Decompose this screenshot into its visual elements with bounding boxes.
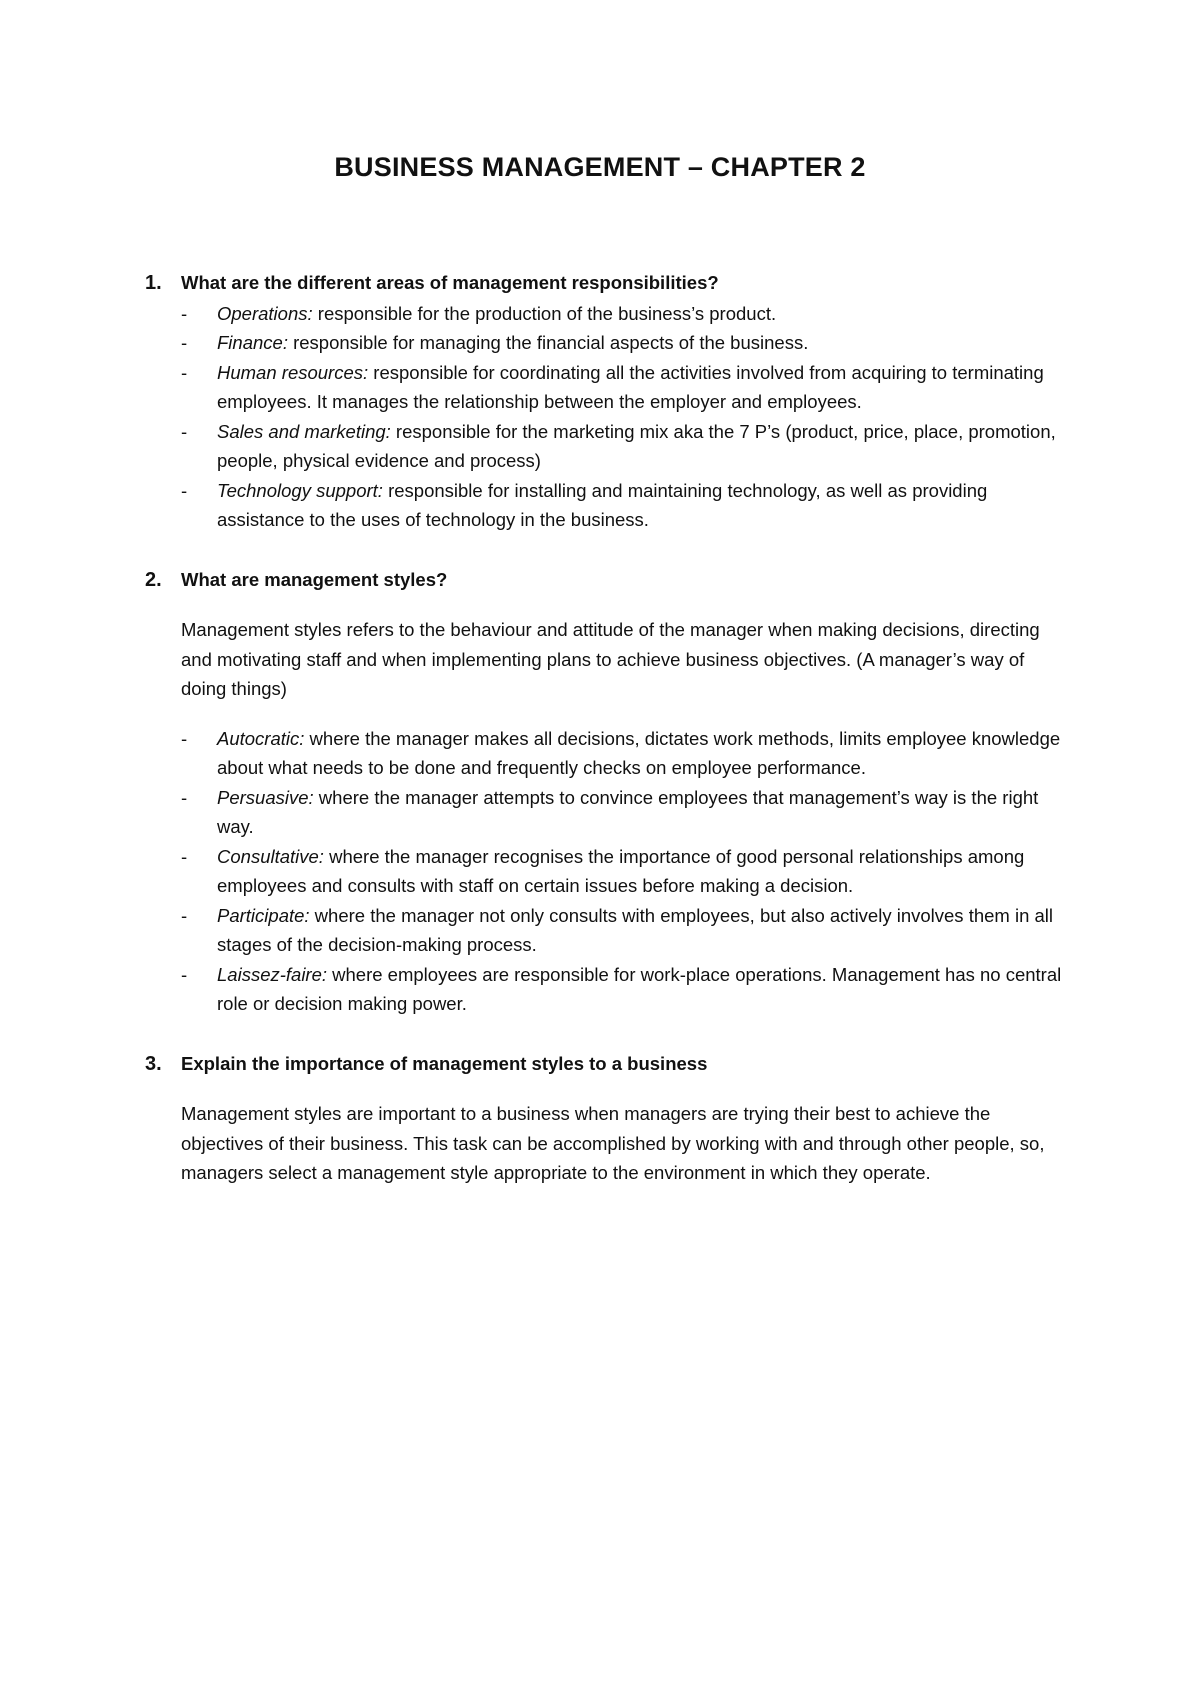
- list-item: - Finance: responsible for managing the financial aspects of the business.: [181, 332, 809, 353]
- list-item: - Laissez-faire: where employees are responsible for work-place operations. Management has no central role or decision making power.: [181, 963, 1062, 1014]
- management-styles-list: [145, 724, 1065, 1019]
- document-body: [145, 268, 1065, 1188]
- item-text: responsible for coordinating all the activities involved from acquiring to terminating employees. It manages the relationship between the employer and employees.: [217, 361, 1044, 412]
- item-text: responsible for the marketing mix aka the 7 P’s (product, price, place, promotion, people, physical evidence and process): [217, 420, 1056, 471]
- list-item: - Human resources: responsible for coordinating all the activities involved from acquiring to terminating employees. It manages the relationship between the employer and employees.: [181, 361, 1044, 412]
- list-item: - Persuasive: where the manager attempts to convince employees that management’s way is the right way.: [181, 786, 1039, 837]
- item-text: where employees are responsible for work-place operations. Management has no central role or decision making power.: [217, 963, 1062, 1014]
- item-text: responsible for installing and maintaining technology, as well as providing assistance to the uses of technology in the business.: [217, 479, 988, 530]
- question-number: 2.: [145, 568, 162, 591]
- question-number: 1.: [145, 272, 162, 294]
- item-term: Sales and marketing:: [217, 420, 391, 442]
- question-3: [145, 1049, 1065, 1080]
- item-term: Finance:: [217, 332, 288, 353]
- list-item: - Sales and marketing: responsible for the marketing mix aka the 7 P’s (product, price, place, promotion, people, physical evidence and process): [181, 420, 1056, 471]
- item-term: Consultative:: [217, 845, 324, 867]
- question-2: [145, 565, 1065, 596]
- answer-paragraph: Management styles refers to the behaviour and attitude of the manager when making decisions, directing and motivating staff and when implementing plans to achieve business objectives. (A manager’s way of doing things): [181, 619, 1040, 699]
- item-term: Human resources:: [217, 361, 369, 383]
- item-text: where the manager recognises the importance of good personal relationships among employees and consults with staff on certain issues before making a decision.: [217, 845, 1025, 896]
- item-term: Participate:: [217, 904, 310, 926]
- list-item: - Autocratic: where the manager makes all decisions, dictates work methods, limits employee knowledge about what needs to be done and frequently checks on employee performance.: [181, 727, 1061, 778]
- item-text: responsible for the production of the business’s product.: [312, 302, 777, 324]
- list-item: - Technology support: responsible for installing and maintaining technology, as well as providing assistance to the uses of technology in the business.: [181, 479, 988, 530]
- question-text: What are management styles?: [181, 568, 448, 590]
- item-text: responsible for managing the financial aspects of the business.: [287, 332, 809, 353]
- item-text: where the manager attempts to convince employees that management’s way is the right way.: [217, 786, 1039, 837]
- question-text: What are the different areas of management responsibilities?: [181, 272, 719, 293]
- question-1: [145, 268, 1065, 299]
- item-term: Technology support:: [217, 479, 383, 501]
- responsibilities-list: [145, 299, 1065, 535]
- item-term: Laissez-faire:: [217, 963, 328, 985]
- item-text: where the manager makes all decisions, dictates work methods, limits employee knowledge about what needs to be done and frequently checks on employee performance.: [217, 727, 1061, 778]
- item-text: where the manager not only consults with employees, but also actively involves them in all stages of the decision-making process.: [217, 904, 1054, 955]
- list-item: - Operations: responsible for the production of the business’s product.: [181, 302, 777, 324]
- item-term: Persuasive:: [217, 786, 314, 808]
- answer-paragraph: Management styles are important to a business when managers are trying their best to achieve the objectives of their business. This task can be accomplished by working with and through other people, so, managers select a management style appropriate to the environment in which they operate.: [181, 1103, 1045, 1183]
- question-number: 3.: [145, 1052, 162, 1075]
- list-item: - Participate: where the manager not only consults with employees, but also actively involves them in all stages of the decision-making process.: [181, 904, 1054, 955]
- item-term: Autocratic:: [217, 727, 305, 749]
- list-item: - Consultative: where the manager recognises the importance of good personal relationships among employees and consults with staff on certain issues before making a decision.: [181, 845, 1025, 896]
- page-title: BUSINESS MANAGEMENT – CHAPTER 2: [334, 152, 866, 182]
- question-text: Explain the importance of management styles to a business: [181, 1052, 708, 1074]
- item-term: Operations:: [217, 302, 313, 324]
